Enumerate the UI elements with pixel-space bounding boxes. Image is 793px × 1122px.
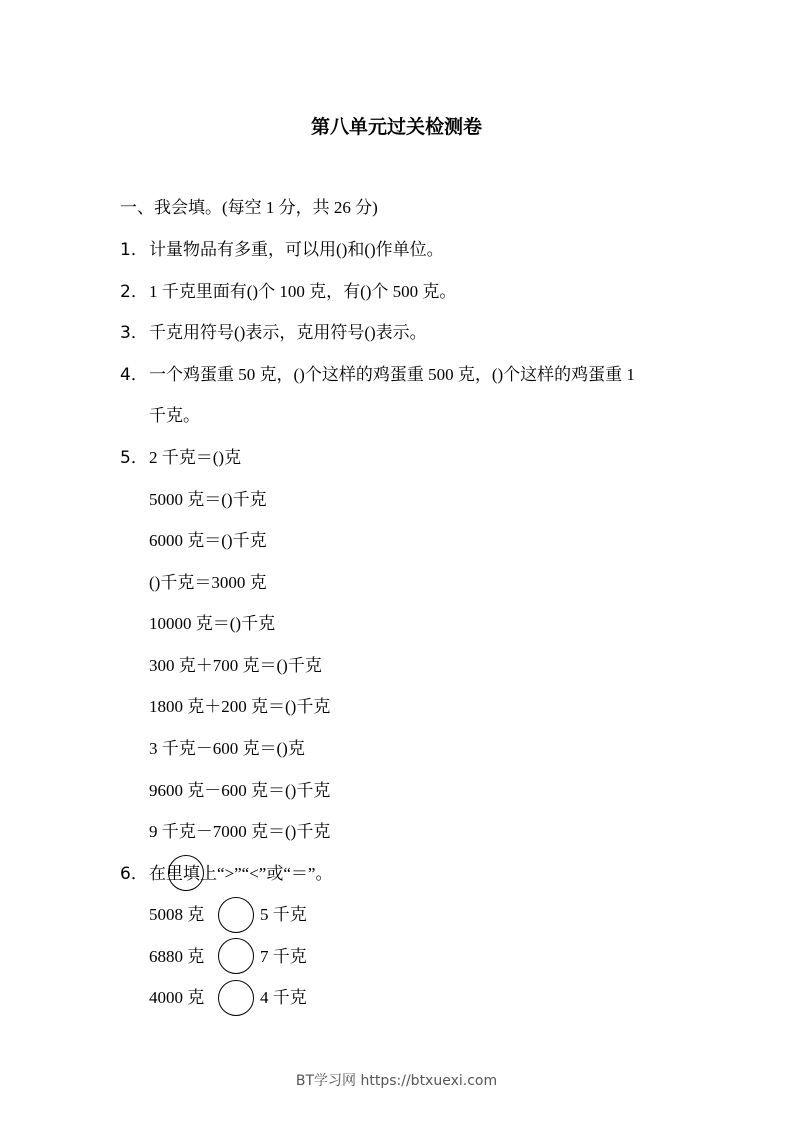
conversion-item: ()千克＝3000 克: [149, 573, 267, 592]
compare-circle[interactable]: [218, 980, 254, 1016]
question-text-continued: 千克。: [149, 406, 200, 425]
compare-right: 4 千克: [260, 988, 307, 1007]
conversion-item: 9600 克－600 克＝()千克: [149, 781, 331, 800]
conversion-item: 1800 克＋200 克＝()千克: [149, 697, 331, 716]
conversion-item: 300 克＋700 克＝()千克: [149, 656, 322, 675]
question-text: 千克用符号()表示，克用符号()表示。: [149, 323, 427, 342]
footer-watermark: BT学习网 https://btxuexi.com: [295, 1073, 498, 1089]
compare-left: 5008 克: [149, 905, 205, 924]
conversion-item: 5000 克＝()千克: [149, 490, 267, 509]
question-number: 5．: [120, 448, 148, 468]
conversion-item: 10000 克＝()千克: [149, 614, 276, 633]
section-heading: 一、我会填。(每空 1 分，共 26 分): [120, 198, 378, 217]
compare-left: 4000 克: [149, 988, 205, 1007]
conversion-item: 2 千克＝()克: [149, 448, 242, 467]
conversion-item: 6000 克＝()千克: [149, 531, 267, 550]
compare-left: 6880 克: [149, 947, 205, 966]
question-text: 计量物品有多重，可以用()和()作单位。: [149, 240, 444, 259]
conversion-item: 3 千克－600 克＝()克: [149, 739, 305, 758]
compare-circle[interactable]: [218, 938, 254, 974]
question-number: 3．: [120, 323, 148, 343]
inline-circle-icon: [168, 855, 204, 891]
question-number: 4．: [120, 365, 148, 385]
compare-right: 7 千克: [260, 947, 307, 966]
page-title: 第八单元过关检测卷: [310, 116, 482, 138]
question-number: 6．: [120, 864, 148, 884]
question-text: 在里填上“>”“<”或“＝”。: [149, 864, 333, 883]
question-text: 1 千克里面有()个 100 克，有()个 500 克。: [149, 282, 457, 301]
question-number: 2．: [120, 282, 148, 302]
question-text: 一个鸡蛋重 50 克，()个这样的鸡蛋重 500 克，()个这样的鸡蛋重 1: [149, 365, 635, 384]
compare-circle[interactable]: [218, 897, 254, 933]
conversion-item: 9 千克－7000 克＝()千克: [149, 822, 331, 841]
question-number: 1．: [120, 240, 148, 260]
compare-right: 5 千克: [260, 905, 307, 924]
